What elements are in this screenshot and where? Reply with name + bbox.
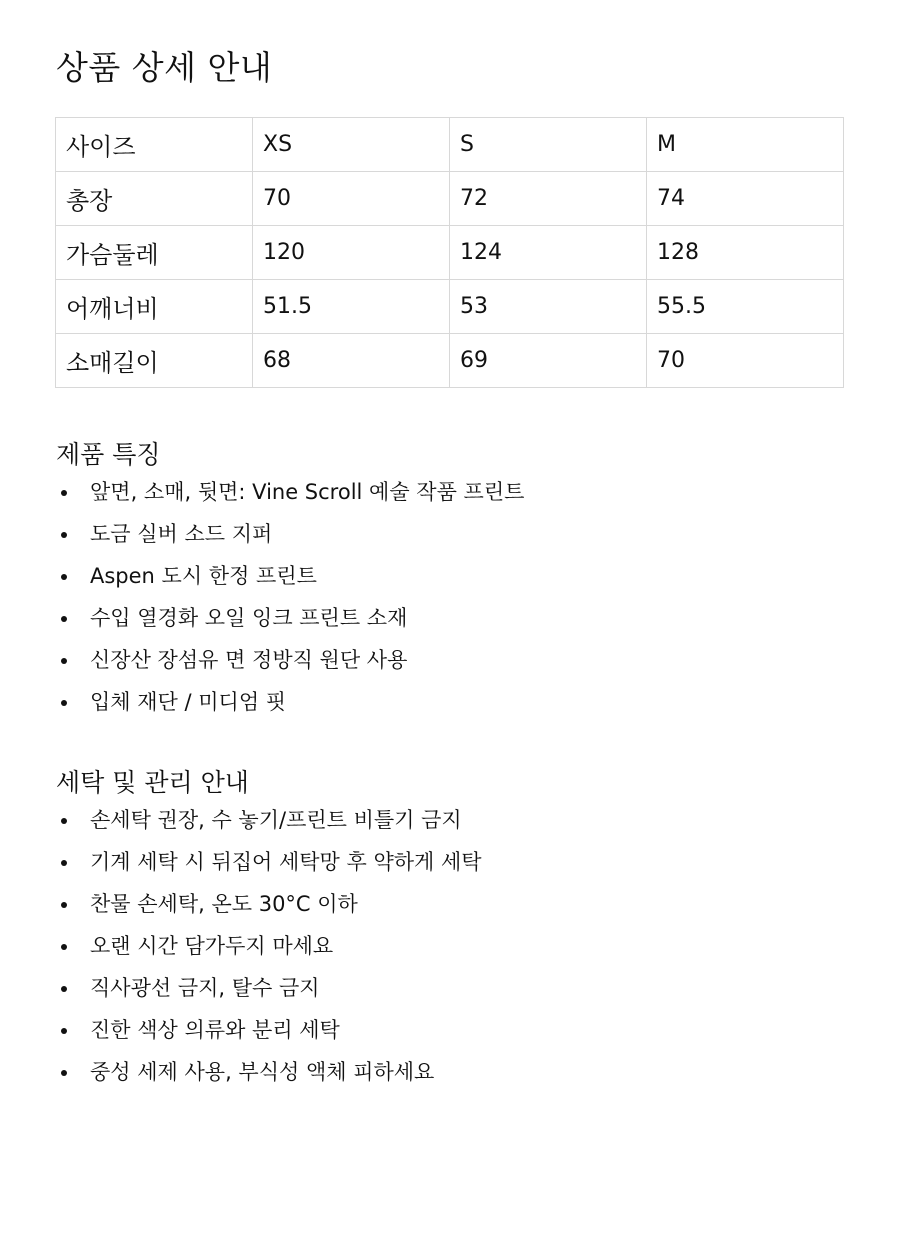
care-item: [56, 845, 844, 887]
size-table-header-cell: S: [450, 118, 647, 172]
size-table-value-cell: 72: [450, 172, 647, 226]
size-table-row: [56, 334, 844, 388]
feature-item: [56, 685, 844, 727]
features-section: [56, 439, 844, 727]
care-item-text: 오랜 시간 담가두지 마세요: [90, 934, 334, 958]
bullet-icon: [61, 986, 67, 992]
care-item-text: 손세탁 권장, 수 놓기/프린트 비틀기 금지: [90, 808, 462, 832]
feature-item: [56, 601, 844, 643]
size-table-label-cell: 가슴둘레: [56, 226, 253, 280]
feature-item-text: 수입 열경화 오일 잉크 프린트 소재: [90, 606, 408, 630]
size-table-header-row: [56, 118, 844, 172]
bullet-icon: [61, 574, 67, 580]
size-table-header-cell: 사이즈: [56, 118, 253, 172]
care-item-text: 중성 세제 사용, 부식성 액체 피하세요: [90, 1060, 435, 1084]
care-item-text: 기계 세탁 시 뒤집어 세탁망 후 약하게 세탁: [90, 850, 482, 874]
feature-item-text: 앞면, 소매, 뒷면: Vine Scroll 예술 작품 프린트: [90, 480, 525, 504]
size-table-value-cell: 74: [647, 172, 844, 226]
bullet-icon: [61, 658, 67, 664]
feature-item-text: 입체 재단 / 미디엄 핏: [90, 690, 287, 714]
care-item: [56, 803, 844, 845]
size-table-label-cell: 어깨너비: [56, 280, 253, 334]
care-list: [56, 803, 844, 1097]
size-table-row: [56, 280, 844, 334]
bullet-icon: [61, 1070, 67, 1076]
bullet-icon: [61, 902, 67, 908]
care-item: [56, 887, 844, 929]
size-table: [55, 117, 844, 388]
size-table-label-cell: 소매길이: [56, 334, 253, 388]
care-heading: 세탁 및 관리 안내: [56, 768, 249, 797]
size-table-value-cell: 53: [450, 280, 647, 334]
bullet-icon: [61, 818, 67, 824]
care-item-text: 진한 색상 의류와 분리 세탁: [90, 1018, 340, 1042]
size-table-value-cell: 128: [647, 226, 844, 280]
feature-item: [56, 643, 844, 685]
size-table-row: [56, 172, 844, 226]
feature-item-text: 신장산 장섬유 면 정방직 원단 사용: [90, 648, 408, 672]
bullet-icon: [61, 944, 67, 950]
size-table-value-cell: 70: [647, 334, 844, 388]
bullet-icon: [61, 860, 67, 866]
bullet-icon: [61, 616, 67, 622]
feature-item-text: Aspen 도시 한정 프린트: [90, 564, 317, 588]
feature-item-text: 도금 실버 소드 지퍼: [90, 522, 273, 546]
bullet-icon: [61, 1028, 67, 1034]
care-item-text: 직사광선 금지, 탈수 금지: [90, 976, 320, 1000]
care-item: [56, 1055, 844, 1097]
size-table-header-cell: XS: [253, 118, 450, 172]
bullet-icon: [61, 532, 67, 538]
features-heading: 제품 특징: [56, 440, 161, 469]
features-list: [56, 475, 844, 727]
page-title: 상품 상세 안내: [56, 48, 273, 87]
size-table-value-cell: 51.5: [253, 280, 450, 334]
care-item: [56, 971, 844, 1013]
size-table-row: [56, 226, 844, 280]
size-table-value-cell: 68: [253, 334, 450, 388]
size-table-value-cell: 120: [253, 226, 450, 280]
size-table-value-cell: 69: [450, 334, 647, 388]
size-table-label-cell: 총장: [56, 172, 253, 226]
bullet-icon: [61, 490, 67, 496]
size-table-value-cell: 70: [253, 172, 450, 226]
feature-item: [56, 517, 844, 559]
care-item: [56, 1013, 844, 1055]
feature-item: [56, 559, 844, 601]
size-table-value-cell: 55.5: [647, 280, 844, 334]
feature-item: [56, 475, 844, 517]
bullet-icon: [61, 700, 67, 706]
care-item: [56, 929, 844, 971]
size-table-header-cell: M: [647, 118, 844, 172]
size-table-value-cell: 124: [450, 226, 647, 280]
care-section: [56, 767, 844, 1097]
care-item-text: 찬물 손세탁, 온도 30°C 이하: [90, 892, 358, 916]
